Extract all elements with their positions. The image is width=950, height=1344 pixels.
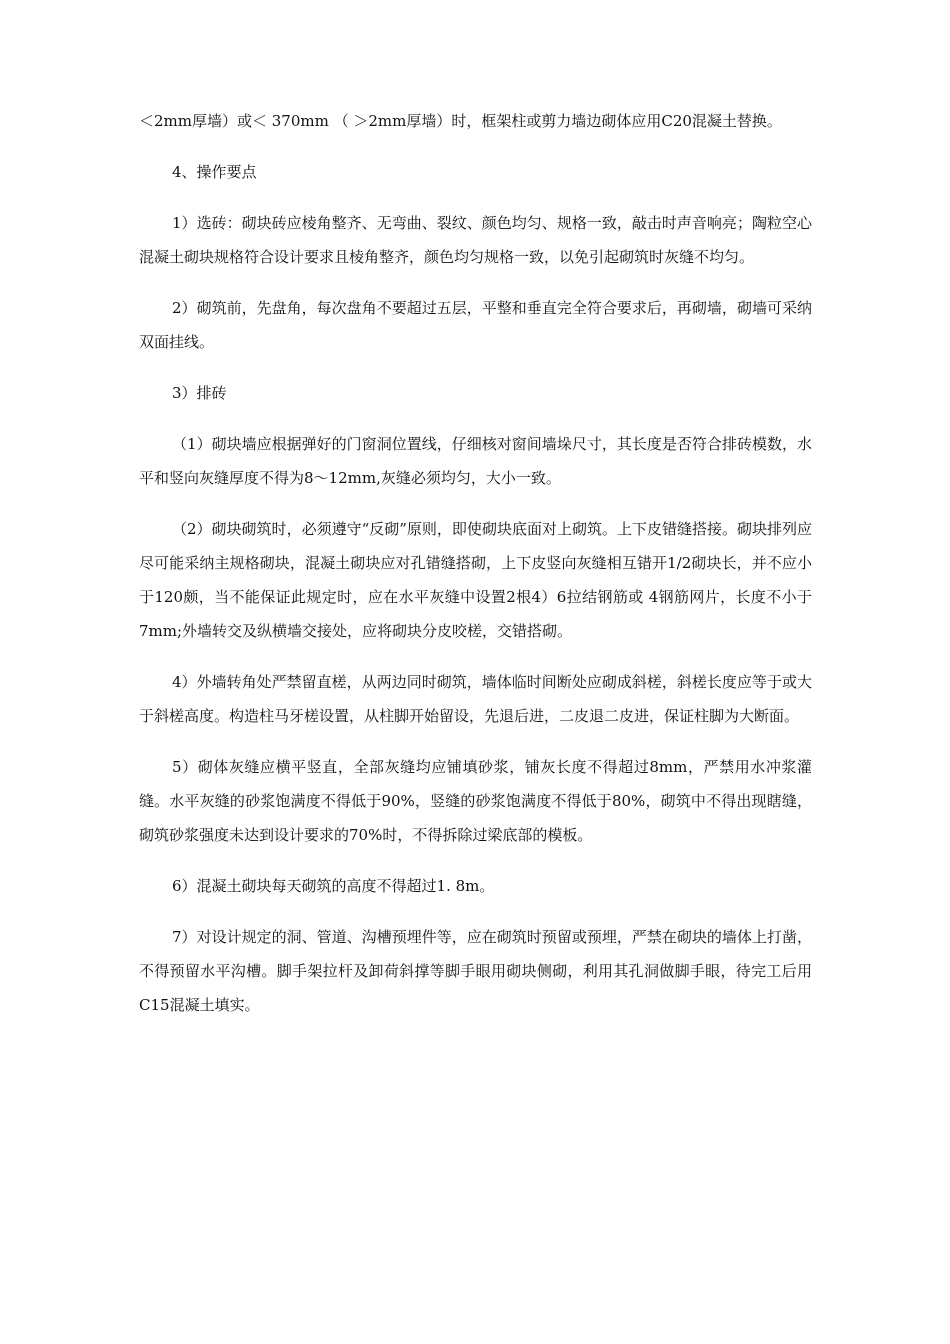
- paragraph-layout-item-2: （2）砌块砌筑时，必须遵守“反砌”原则，即使砌块底面对上砌筑。上下皮错缝搭接。砌块排列应尽可能采纳主规格砌块，混凝土砌块应对孔错缝搭砌，上下皮竖向灰缝相互错开1/2砌块长，并不应小于120颇，当不能保证此规定时，应在水平灰缝中设置2根4）6拉结钢筋或 4钢筋网片，长度不小于7mm;外墙转交及纵横墙交接处，应将砌块分皮咬槎，交错搭砌。: [139, 520, 812, 640]
- document-body: [139, 104, 812, 1022]
- paragraph-continuation: ＜2mm厚墙）或＜ 370mm （ ＞2mm厚墙）时，框架柱或剪力墙边砌体应用C20混凝土替换。: [139, 112, 782, 130]
- paragraph-mortar-joints: 5）砌体灰缝应横平竖直，全部灰缝均应铺填砂浆，铺灰长度不得超过8mm，严禁用水冲浆灌缝。水平灰缝的砂浆饱满度不得低于90%，竖缝的砂浆饱满度不得低于80%，砌筑中不得出现瞎缝，砌筑砂浆强度未达到设计要求的70%时，不得拆除过梁底部的模板。: [139, 758, 812, 844]
- paragraph-before-masonry: 2）砌筑前，先盘角，每次盘角不要超过五层，平整和垂直完全符合要求后，再砌墙，砌墙可采纳双面挂线。: [139, 299, 812, 351]
- paragraph-layout-item-1: （1）砌块墙应根据弹好的门窗洞位置线，仔细核对窗间墙垛尺寸，其长度是否符合排砖模数，水平和竖向灰缝厚度不得为8～12mm,灰缝必须均匀，大小一致。: [139, 435, 812, 487]
- section-heading-operation-points: 4、操作要点: [172, 163, 257, 181]
- paragraph-brick-selection: 1）选砖：砌块砖应棱角整齐、无弯曲、裂纹、颜色均匀、规格一致，敲击时声音响亮；陶粒空心混凝土砌块规格符合设计要求且棱角整齐，颜色均匀规格一致，以免引起砌筑时灰缝不均匀。: [139, 214, 812, 266]
- paragraph-embedded-items: 7）对设计规定的洞、管道、沟槽预埋件等，应在砌筑时预留或预埋，严禁在砌块的墙体上打凿，不得预留水平沟槽。脚手架拉杆及卸荷斜撑等脚手眼用砌块侧砌，利用其孔洞做脚手眼，待完工后用C15混凝土填实。: [139, 928, 812, 1014]
- paragraph-brick-layout-heading: 3）排砖: [172, 384, 227, 402]
- paragraph-daily-height: 6）混凝土砌块每天砌筑的高度不得超过1. 8m。: [172, 877, 495, 895]
- paragraph-corner-rules: 4）外墙转角处严禁留直槎，从两边同时砌筑，墙体临时间断处应砌成斜槎，斜槎长度应等于或大于斜槎高度。构造柱马牙槎设置，从柱脚开始留设，先退后进，二皮退二皮进，保证柱脚为大断面。: [139, 673, 812, 725]
